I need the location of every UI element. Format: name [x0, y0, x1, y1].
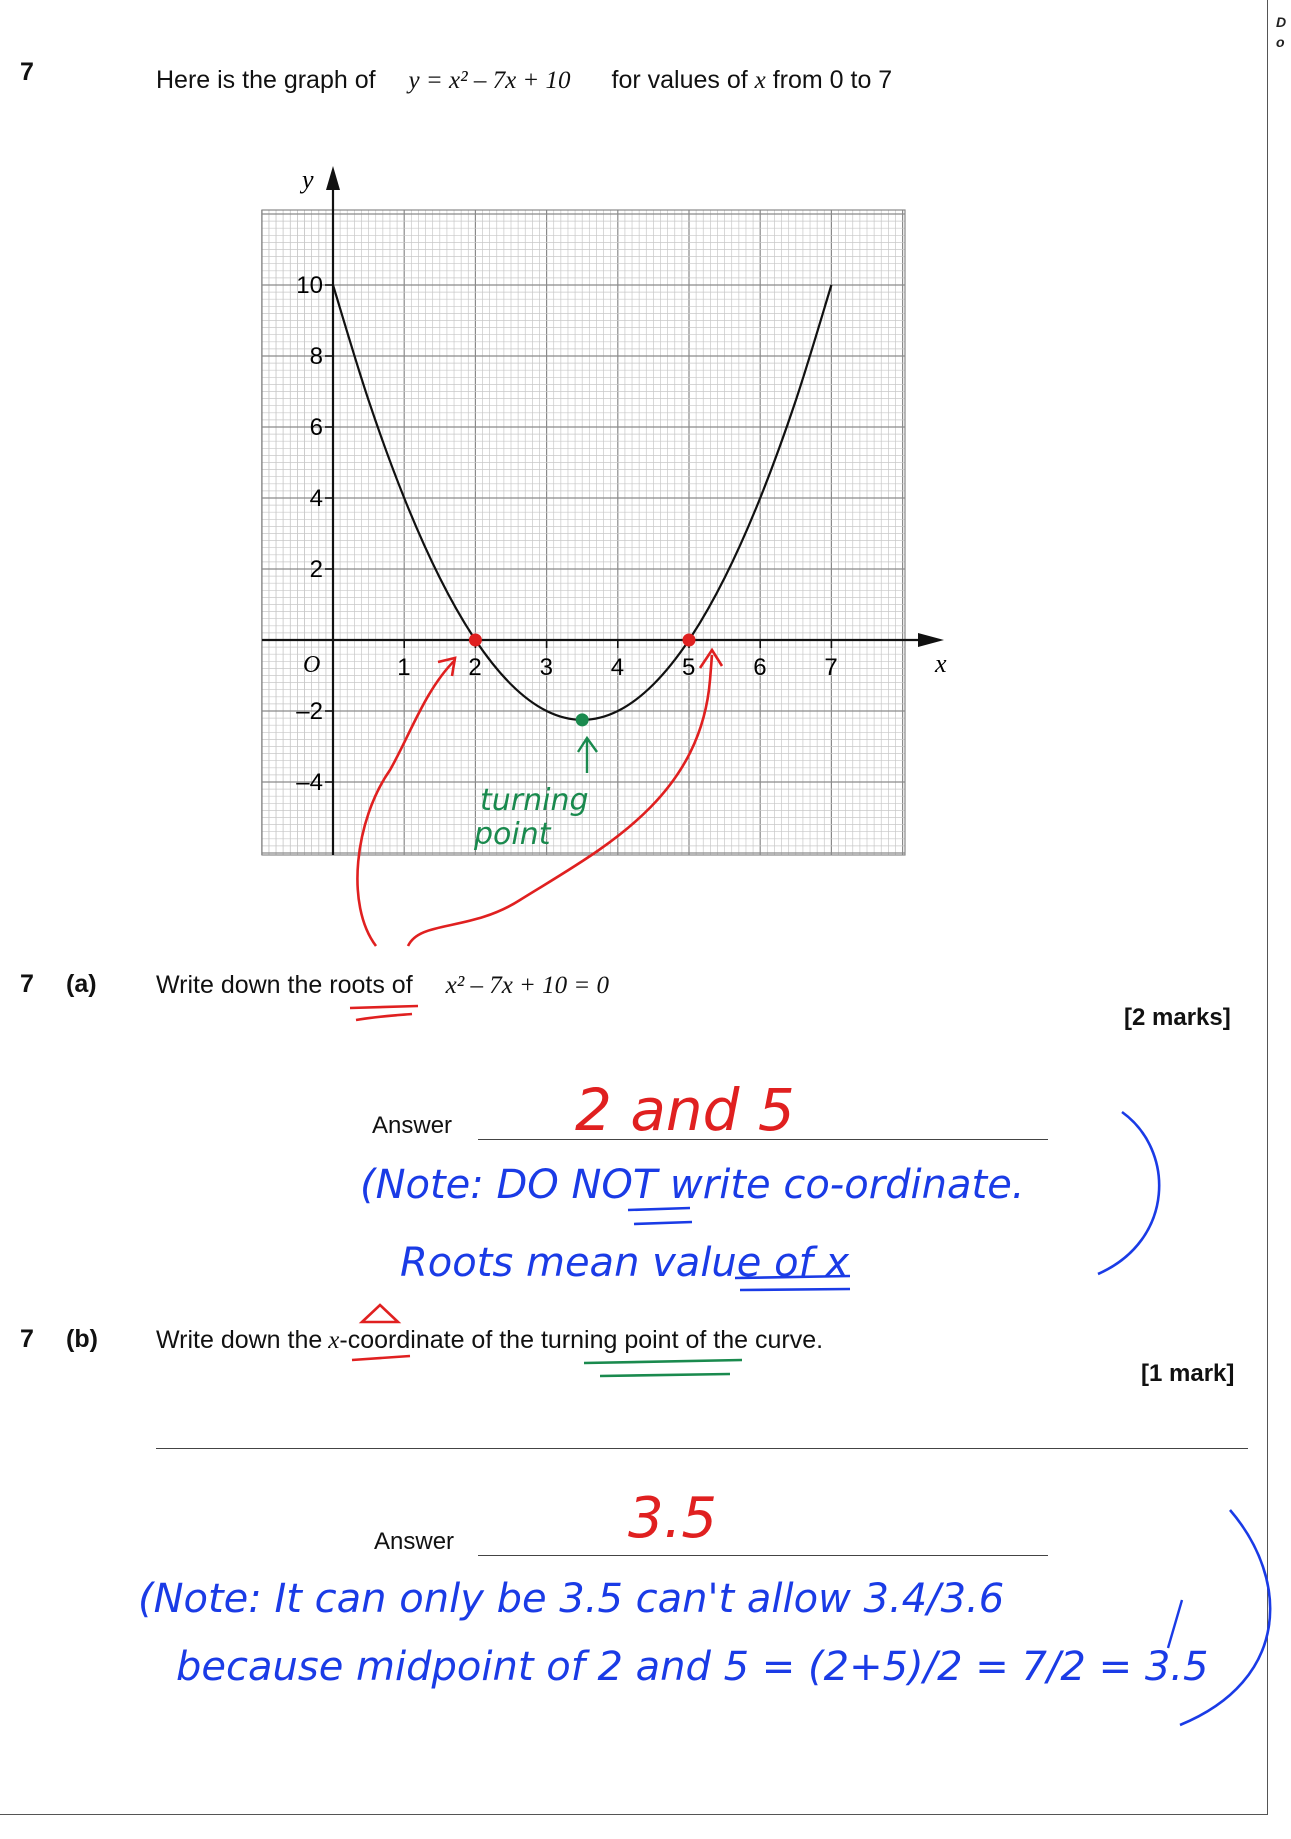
part-a-text-pre: Write down the — [156, 971, 323, 999]
x-tick-label: 3 — [539, 654, 553, 681]
question-number: 7 — [20, 58, 34, 86]
margin-note: D o — [1276, 14, 1287, 50]
part-a-handwritten-answer: 2 and 5 — [575, 1076, 795, 1144]
part-a-letter: (a) — [66, 970, 97, 998]
intro-var: x — [754, 67, 766, 94]
part-b-answer-line — [478, 1555, 1048, 1556]
axes — [262, 166, 944, 855]
turning-word: turning — [480, 783, 589, 818]
part-b-turning-point: turning point — [540, 1326, 679, 1354]
y-axis-label: y — [302, 165, 314, 194]
part-b-text-post: of the curve. — [685, 1326, 824, 1354]
y-tick-label: 4 — [309, 485, 323, 512]
x-tick-label: 4 — [610, 654, 625, 681]
origin-label: O — [303, 652, 321, 678]
point-word: point — [474, 817, 551, 852]
y-axis-arrow — [326, 166, 340, 190]
grid-border — [262, 210, 905, 855]
part-a-answer-label: Answer — [372, 1112, 453, 1139]
part-b-text-mid: -coordinate of the — [339, 1326, 534, 1354]
x-tick-label: 2 — [468, 654, 482, 681]
red-arrow-head-2 — [438, 658, 455, 676]
part-a-roots-word: roots — [329, 971, 385, 999]
y-tick-label: –2 — [296, 698, 323, 725]
part-a-note-line2: Roots mean value of x — [400, 1240, 850, 1286]
y-tick-label: 6 — [309, 414, 323, 441]
part-b-var: x — [328, 1327, 340, 1354]
part-b-note-line1: (Note: It can only be 3.5 can't allow 3.4/3.6 — [138, 1576, 1005, 1622]
part-a-marks: [2 marks] — [1124, 1004, 1231, 1031]
x-tick-label: 1 — [397, 654, 411, 681]
x-axis-arrow — [918, 633, 944, 647]
blue-bracket-a — [1098, 1112, 1159, 1274]
tick-labels — [296, 165, 947, 796]
turning-point-annotation — [474, 783, 589, 852]
blue-underline-not — [628, 1208, 692, 1224]
part-a-question — [156, 971, 609, 1000]
y-tick-label: 10 — [296, 272, 323, 299]
blue-bracket-b — [1180, 1510, 1270, 1725]
x-tick-label: 7 — [824, 654, 838, 681]
y-tick-label: 2 — [309, 556, 323, 583]
part-a-equation: x² – 7x + 10 = 0 — [445, 972, 610, 999]
part-b-answer-label: Answer — [374, 1528, 455, 1555]
part-b-question — [156, 1326, 823, 1355]
marked-point — [683, 634, 696, 647]
x-tick-label: 5 — [682, 654, 696, 681]
part-b-handwritten-answer: 3.5 — [628, 1486, 718, 1551]
part-b-text-pre: Write down the — [156, 1326, 323, 1354]
part-b-note-line2: because midpoint of 2 and 5 = (2+5)/2 = 7/2 = 3.5 — [176, 1644, 1209, 1690]
intro-post-b: from 0 to 7 — [772, 66, 893, 94]
intro-pre: Here is the graph of — [156, 66, 376, 94]
blue-slash — [1168, 1600, 1182, 1648]
part-a-note-line1: (Note: DO NOT write co-ordinate. — [360, 1162, 1025, 1208]
red-underline-roots — [350, 1006, 418, 1020]
part-a-number: 7 — [20, 970, 34, 998]
grid — [262, 210, 905, 855]
part-b-number: 7 — [20, 1325, 34, 1353]
marked-point — [576, 713, 589, 726]
intro-equation: y = x² – 7x + 10 — [408, 67, 571, 94]
marked-point — [469, 634, 482, 647]
part-a-of-word: of — [391, 971, 413, 999]
intro-post-a: for values of — [611, 66, 748, 94]
green-underline-turning-point — [584, 1360, 742, 1376]
part-b-letter: (b) — [66, 1325, 98, 1353]
y-tick-label: –4 — [296, 769, 323, 796]
x-axis-label: x — [935, 649, 947, 678]
x-tick-label: 6 — [753, 654, 767, 681]
y-tick-label: 8 — [309, 343, 323, 370]
part-b-marks: [1 mark] — [1141, 1360, 1235, 1387]
working-line — [156, 1448, 1248, 1449]
